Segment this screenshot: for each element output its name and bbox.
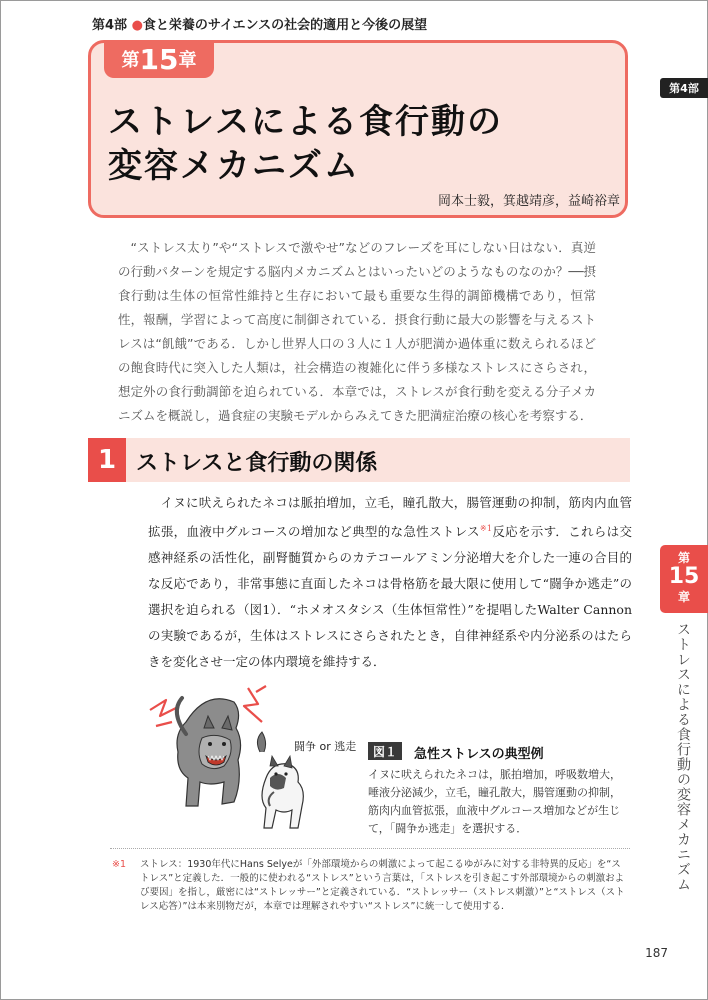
footnote-divider [110, 848, 630, 849]
figure-label: 図１ [368, 742, 402, 760]
figure-caption: イヌに吠えられたネコは，脈拍増加，呼吸数増大，唾液分泌減少，立毛，瞳孔散大，腸管運動の抑制，筋肉内血管拡張，血液中グルコース増加などが生じて，「闘争か逃走」を選択する． [368, 768, 621, 835]
dog-icon [177, 698, 241, 806]
chapter-title-line2: 変容メカニズム [108, 146, 360, 186]
authors: 岡本士毅，箕越靖彦，益崎裕章 [437, 194, 620, 209]
footnote-mark: ※1 [112, 859, 127, 870]
bullet-dot-icon: ● [131, 18, 143, 33]
footnote-reference[interactable]: ※1 [479, 524, 492, 533]
abstract-text: “ストレス太り”や“ストレスで激やせ”などのフレーズを耳にしない日はない．真逆の行動パターンを規定する脳内メカニズムとはいったいどのようなものなのか？──摂食行動は生体の恒常性維持と生存において最も重要な生得的調節機構であり，恒常性，報酬，学習によって高度に制御されている．摂食行動に最大の影響を与えるストレスは“飢餓”である．しかし世界人口の３人に１人が肥満か過体重に数えられるほどの飽食時代に突入した人類は，社会構造の複雑化に伴う多様なストレスにさらされ，想定外の食行動調節を迫られている．本章では，ストレスが食行動を変える分子メカニズムを概説し，過食症の実験モデルからみえてきた肥満症治療の核心を考察する． [118, 240, 596, 423]
side-chapter-prefix: 第 [677, 551, 690, 565]
abstract [118, 236, 596, 428]
fight-or-flight-label: 闘争 or 逃走 [294, 740, 357, 753]
chapter-title-line1: ストレスによる食行動の [108, 102, 503, 142]
side-part-tab[interactable]: 第4部 [660, 78, 708, 98]
running-header [92, 14, 427, 33]
chapter-number: 15 [139, 42, 179, 76]
figure-title: 急性ストレスの典型例 [414, 747, 544, 762]
body-text-part1: イヌに吠えられたネコは脈拍増加，立毛，瞳孔散大，腸管運動の抑制，筋肉内血管拡張，血液中グルコースの増加など典型的な急性ストレス [148, 495, 632, 540]
page-number: 187 [645, 946, 668, 960]
section-number: 1 [88, 438, 126, 482]
chapter-number-tab [104, 40, 214, 78]
chapter-prefix: 第 [121, 50, 140, 71]
side-chapter-number: 15 [668, 564, 700, 589]
chapter-title [108, 100, 588, 188]
part-title: 食と栄養のサイエンスの社会的適用と今後の展望 [142, 18, 428, 33]
body-text-part2: 反応を示す．これらは交感神経系の活性化，副腎髄質からのカテコールアミン分泌増大を介した一連の合目的な反応であり，非常事態に直面したネコは骨格筋を最大限に使用して“闘争か逃走”の選択を迫られる（図1）．“ホメオスタシス（生体恒常性）”を提唱したWalter Cannonの実験であるが，生体はストレスにさらされたとき，自律神経系や内分泌系のはたらきを変化させ一定の体内環境を維持する． [148, 524, 632, 670]
body-text [148, 490, 632, 675]
side-chapter-suffix: 章 [677, 590, 690, 604]
stress-mark-left-icon [150, 700, 176, 726]
stress-mark-right-icon [244, 686, 266, 722]
chapter-suffix: 章 [178, 50, 197, 71]
footnote-text: ストレス：1930年代にHans Selyeが「外部環境からの刺激によって起こるゆがみに対する非特異的反応」を“ストレス”と定義した．一般的に使われる“ストレス”という言葉は，「ストレスを引き起こす外部環境からの刺激および要因」を指し，厳密には“ストレッサー”と定義されている．“ストレッサー（ストレス刺激）”と“ストレス（ストレス応答）”は本来別物だが，本章では理解されやすい“ストレス”に統一して使用する． [140, 859, 625, 912]
section-title: ストレスと食行動の関係 [136, 451, 378, 476]
dog-cat-illustration [146, 682, 362, 834]
side-chapter-tab[interactable] [660, 545, 708, 613]
side-vertical-title: ストレスによる食行動の変容メカニズム [675, 622, 691, 892]
part-label: 第4部 [92, 18, 128, 33]
body-paragraph [148, 490, 632, 675]
